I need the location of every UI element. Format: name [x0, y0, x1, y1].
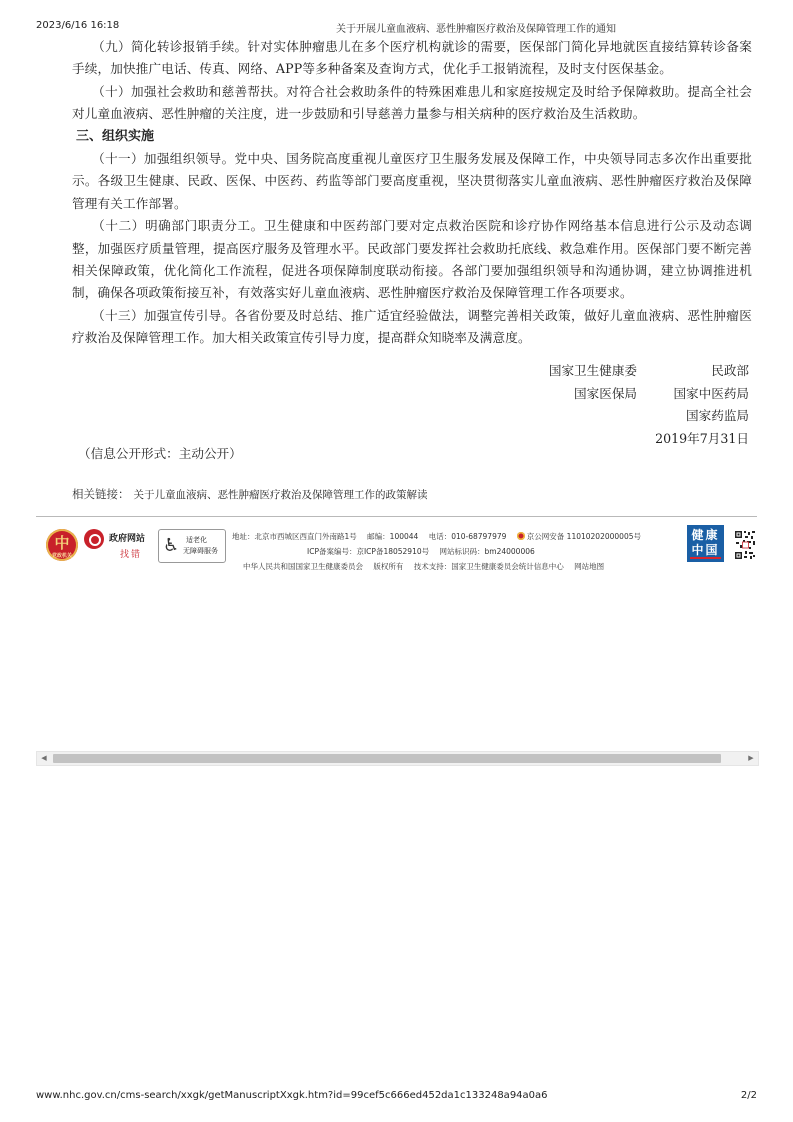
footer-contact-line — [232, 532, 641, 542]
scroll-left-arrow-icon[interactable]: ◀ — [41, 754, 47, 762]
paragraph-9: （九）简化转诊报销手续。针对实体肿瘤患儿在多个医疗机构就诊的需要，医保部门简化异地就医直接结算转诊备案手续，加快推广电话、传真、网络、APP等多种备案及查询方式，优化手工报销流程，及时支付医保基金。 — [72, 39, 752, 77]
paragraph-10: （十）加强社会救助和慈善帮扶。对符合社会救助条件的特殊困难患儿和家庭按规定及时给予保障救助。提高全社会对儿童血液病、恶性肿瘤的关注度，进一步鼓励和引导慈善力量参与相关病种的医疗救治及生活救助。 — [72, 83, 752, 122]
related-policy-link[interactable]: 关于儿童血液病、恶性肿瘤医疗救治及保障管理工作的政策解读 — [133, 489, 428, 501]
document-date: 2019年7月31日 — [655, 430, 749, 446]
accessibility-service-button[interactable] — [158, 529, 226, 563]
access-line1: 适老化 — [186, 536, 207, 544]
site-footer — [36, 516, 757, 579]
footer-site-id: 网站标识码：bm24000006 — [439, 547, 535, 556]
magnifier-icon — [84, 529, 104, 549]
signatory-nhsa: 国家医保局 — [574, 385, 637, 401]
footer-copyright: 中华人民共和国国家卫生健康委员会 — [243, 562, 363, 571]
footer-postcode: 邮编：100044 — [367, 532, 419, 541]
wheelchair-icon: ♿ — [163, 535, 180, 556]
access-line2: 无障碍服务 — [183, 547, 218, 555]
healthy-china-logo[interactable] — [687, 525, 724, 562]
signatory-natcm: 国家中医药局 — [673, 385, 749, 401]
footer-tech-support: 技术支持：国家卫生健康委员会统计信息中心 — [413, 562, 564, 571]
signatory-nhc: 国家卫生健康委 — [548, 363, 637, 378]
article-body — [72, 36, 752, 350]
emblem-label: 党政机关 — [51, 553, 72, 559]
section-heading-organization: 三、组织实施 — [76, 128, 155, 144]
footer-address: 地址：北京市西城区西直门外南路1号 — [232, 532, 357, 541]
gov-site-error-report-button[interactable] — [84, 527, 148, 563]
related-links-label: 相关链接： — [72, 487, 130, 501]
paragraph-13: （十三）加强宣传引导。各省份要及时总结、推广适宜经验做法，调整完善相关政策，做好儿童血液病、恶性肿瘤医疗救治及保障管理工作。加大相关政策宣传引导力度，提高群众知晓率及满意度。 — [72, 307, 752, 346]
error-badge-line2: 找错 — [120, 550, 143, 560]
signatory-nmpa: 国家药监局 — [686, 408, 749, 423]
health-logo-line1: 健康 — [691, 528, 720, 542]
signatory-mca: 民政部 — [711, 363, 749, 378]
health-logo-line2: 中国 — [691, 543, 720, 557]
icp-link[interactable]: ICP备案编号：京ICP备18052910号 — [307, 547, 430, 556]
sitemap-link[interactable]: 网站地图 — [574, 562, 605, 571]
scroll-right-arrow-icon[interactable]: ▶ — [748, 754, 754, 762]
party-gov-emblem-icon[interactable]: 中 党政机关 — [46, 529, 78, 561]
horizontal-scrollbar[interactable] — [36, 751, 759, 766]
footer-icp-line — [307, 547, 535, 557]
police-record-link[interactable]: 京公网安备 11010202000005号 — [526, 532, 641, 541]
print-timestamp: 2023/6/16 16:18 — [36, 20, 120, 31]
police-badge-icon — [517, 532, 525, 540]
print-url: www.nhc.gov.cn/cms-search/xxgk/getManuscriptXxgk.htm?id=99cef5c666ed452da1c133248a94a0a6 — [36, 1090, 548, 1101]
health-logo-bar — [690, 557, 721, 559]
print-footer — [36, 1090, 757, 1104]
print-page-title: 关于开展儿童血液病、恶性肿瘤医疗救治及保障管理工作的通知 — [336, 24, 616, 35]
print-page-number: 2/2 — [740, 1090, 757, 1101]
footer-rights: 版权所有 — [373, 562, 404, 571]
qr-code-icon — [734, 525, 757, 563]
signatories-block — [489, 360, 749, 450]
footer-phone: 电话：010-68797979 — [428, 532, 507, 541]
paragraph-11: （十一）加强组织领导。党中央、国务院高度重视儿童医疗卫生服务发展及保障工作，中央领导同志多次作出重要批示。各级卫生健康、民政、医保、中医药、药监等部门要高度重视，坚决贯彻落实儿童血液病、恶性肿瘤医疗救治及保障管理有关工作部署。 — [72, 151, 752, 211]
print-header — [36, 20, 757, 34]
related-links — [72, 486, 428, 502]
paragraph-12: （十二）明确部门职责分工。卫生健康和中医药部门要对定点救治医院和诊疗协作网络基本信息进行公示及动态调整，加强医疗质量管理，提高医疗服务及管理水平。民政部门要发挥社会救助托底线、救急难作用。医保部门要不断完善相关保障政策，优化简化工作流程，促进各项保障制度联动衔接。各部门要加强组织领导和沟通协调，建立协调推进机制，确保各项政策衔接互补，有效落实好儿童血液病、恶性肿瘤医疗救治及保障管理工作各项要求。 — [72, 218, 752, 301]
scrollbar-thumb[interactable] — [53, 754, 721, 763]
disclosure-note: （信息公开形式：主动公开） — [78, 446, 242, 461]
footer-copyright-line — [243, 562, 604, 572]
error-badge-line1: 政府网站 — [109, 534, 146, 544]
